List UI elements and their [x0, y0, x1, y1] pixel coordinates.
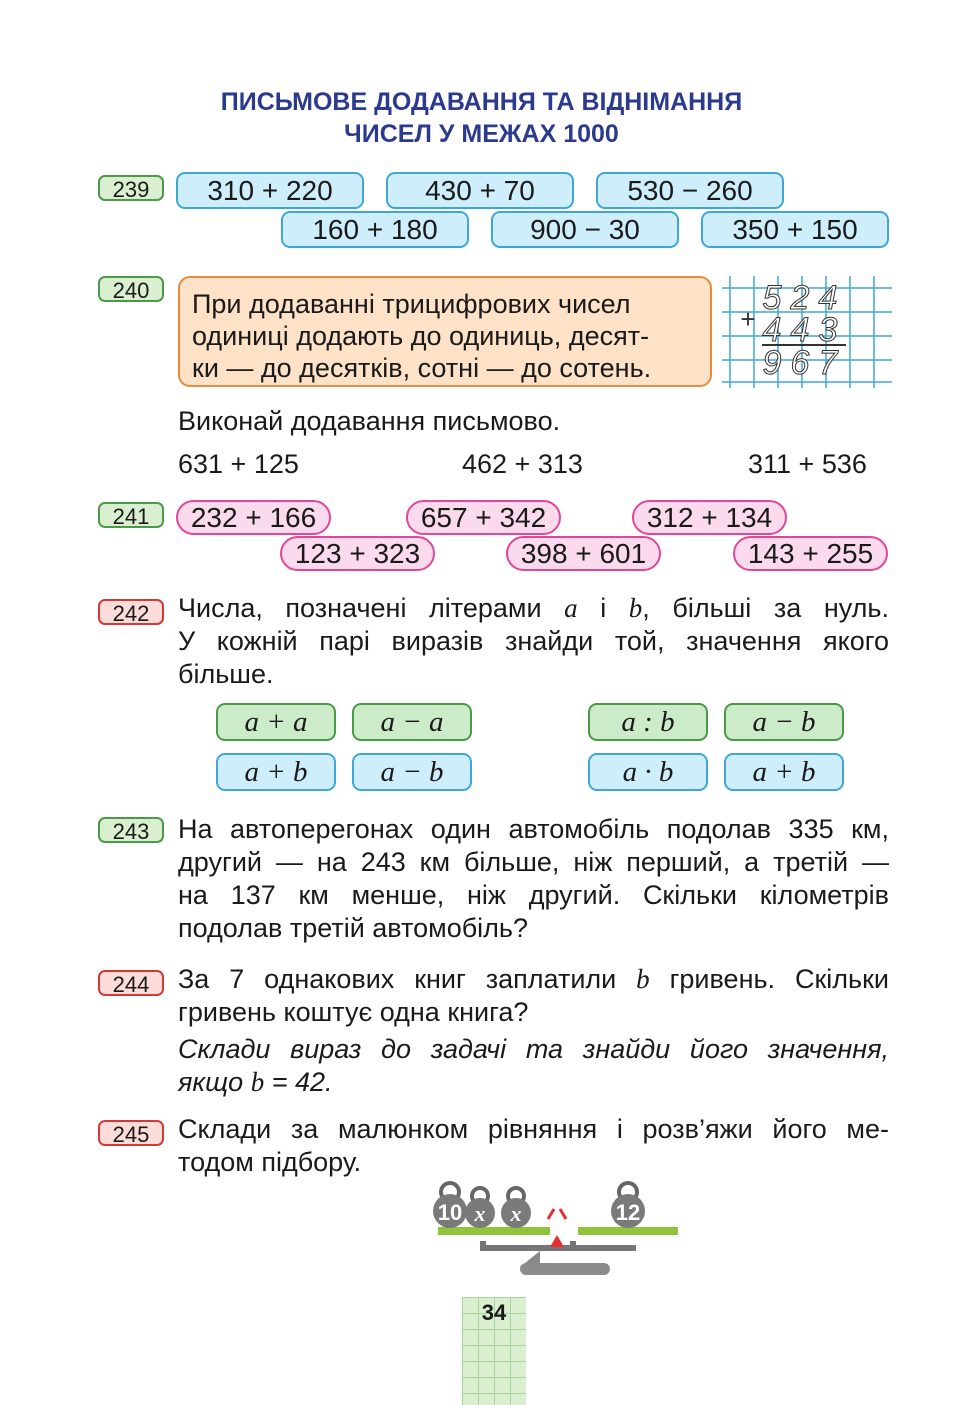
digit: 2 [790, 279, 810, 317]
text-span: Числа, позначені літерами [178, 593, 542, 623]
svg-text:12: 12 [615, 1200, 641, 1225]
expression-oval: 312 + 134 [632, 500, 787, 535]
expression: 631 + 125 [178, 449, 299, 479]
variable-b: b [250, 1067, 265, 1097]
problem-line [178, 592, 889, 625]
expression-box: 530 − 260 [596, 172, 784, 209]
text-span: і [600, 593, 607, 623]
weight-left-1 [433, 1183, 467, 1228]
exercise-number-242: 242 [98, 599, 164, 625]
weight-left-x [501, 1188, 531, 1228]
weight-left-x [465, 1188, 495, 1228]
rule-line: одиниці додають до одиниць, десят- [192, 321, 650, 351]
exercise-number-243: 243 [98, 817, 164, 843]
expression-card: a − b [724, 703, 844, 741]
expression-card: a + b [724, 753, 844, 791]
expression-box: 160 + 180 [281, 211, 469, 248]
text-span: , більші за нуль. [642, 593, 889, 623]
problem-line-italic [178, 1066, 333, 1099]
column-addition-grid [722, 276, 892, 388]
exercise-number-241: 241 [98, 502, 164, 528]
problem-line: на 137 км менше, ніж другий. Скільки кілометрів [178, 880, 889, 910]
variable-a: a [564, 593, 578, 623]
problem-line-italic: Склади вираз до задачі та знайди його значення, [178, 1034, 889, 1064]
exercise-number-240: 240 [98, 276, 164, 302]
expression: 311 + 536 [748, 449, 867, 479]
digit: 3 [818, 311, 838, 349]
text-span: = 42. [271, 1067, 333, 1097]
problem-line [178, 963, 889, 996]
svg-text:x: x [474, 1201, 486, 1226]
expression-card: a − a [352, 703, 472, 741]
expression-card: a + b [216, 753, 336, 791]
problem-line: другий — на 243 км більше, ніж перший, а третій — [178, 847, 889, 877]
expression: 462 + 313 [462, 449, 583, 479]
expression-card: a · b [588, 753, 708, 791]
expression-box: 430 + 70 [386, 172, 574, 209]
expression-card: a + a [216, 703, 336, 741]
svg-text:10: 10 [437, 1200, 463, 1225]
rule-box [178, 276, 712, 387]
expression-card: a : b [588, 703, 708, 741]
exercise-number-244: 244 [98, 970, 164, 996]
expression-oval: 143 + 255 [733, 536, 888, 571]
text-span: якщо [178, 1067, 244, 1097]
expression-oval: 657 + 342 [406, 500, 561, 535]
expression-box: 900 − 30 [491, 211, 679, 248]
expression-box: 350 + 150 [701, 211, 889, 248]
rule-line: ки — до десятків, сотні — до сотень. [192, 353, 652, 383]
expression-box: 310 + 220 [176, 172, 364, 209]
expression-oval: 398 + 601 [506, 536, 661, 571]
problem-line: Склади за малюнком рівняння і розв’яжи його ме- [178, 1114, 889, 1144]
task-text: Виконай додавання письмово. [178, 406, 561, 436]
problem-line: подолав третій автомобіль? [178, 913, 529, 943]
variable-b: b [628, 593, 643, 623]
weight-right [611, 1183, 645, 1228]
digit: 4 [818, 279, 838, 317]
rule-line: При додаванні трицифрових чисел [192, 289, 631, 319]
problem-line: гривень коштує одна книга? [178, 997, 529, 1027]
problem-line: тодом підбору. [178, 1147, 362, 1177]
digit: 7 [818, 344, 838, 382]
problem-line: У кожній парі виразів знайди той, значення якого [178, 626, 889, 656]
plus-sign: + [740, 304, 756, 334]
text-span: гривень. Скільки [669, 964, 889, 994]
digit: 5 [762, 279, 782, 317]
digit: 4 [790, 311, 810, 349]
problem-line: На автоперегонах один автомобіль подолав 335 км, [178, 814, 889, 844]
exercise-number-239: 239 [98, 175, 164, 201]
text-span: За 7 однакових книг заплатили [178, 964, 617, 994]
expression-card: a − b [352, 753, 472, 791]
exercise-number-245: 245 [98, 1120, 164, 1146]
svg-text:x: x [510, 1201, 522, 1226]
digit: 4 [762, 311, 782, 349]
expression-oval: 123 + 323 [280, 536, 435, 571]
problem-line: більше. [178, 659, 274, 689]
page-title-line2: ЧИСЕЛ У МЕЖАХ 1000 [344, 120, 619, 148]
digit: 9 [762, 344, 782, 382]
expression-oval: 232 + 166 [176, 500, 331, 535]
page-title-line1: ПИСЬМОВЕ ДОДАВАННЯ ТА ВІДНІМАННЯ [220, 88, 743, 116]
balance-scale-illustration [420, 1175, 690, 1280]
variable-b: b [636, 964, 650, 994]
digit: 6 [790, 344, 810, 382]
page-number: 34 [481, 1300, 507, 1325]
